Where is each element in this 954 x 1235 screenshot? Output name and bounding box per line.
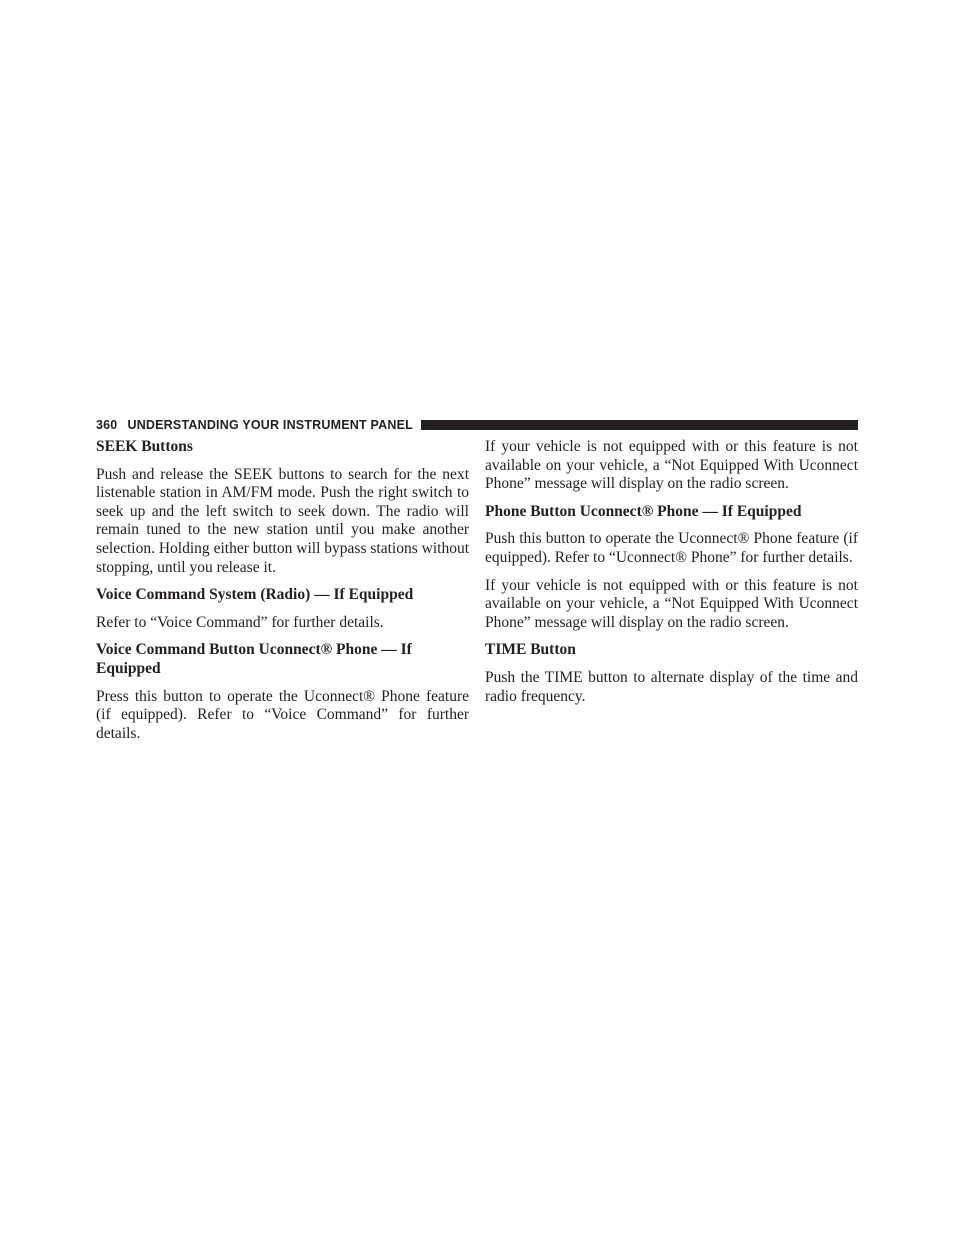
not-equipped-paragraph: If your vehicle is not equipped with or this feature is not available on your vehicle, a “Not Equipped With Uconnect Phone” message will display on the radio screen. bbox=[485, 438, 858, 493]
page-header bbox=[96, 417, 858, 433]
phone-button-text: Push this button to operate the Uconnect® Phone feature (if equipped). Refer to “Uconnect® Phone” for further details. bbox=[485, 530, 858, 566]
time-button-heading: TIME Button bbox=[485, 641, 576, 659]
voice-command-system-heading: Voice Command System (Radio) — If Equipped bbox=[96, 586, 414, 604]
right-column bbox=[485, 438, 858, 715]
left-column bbox=[96, 438, 469, 752]
voice-command-system-text: Refer to “Voice Command” for further details. bbox=[96, 613, 384, 631]
phone-button-heading: Phone Button Uconnect® Phone — If Equipped bbox=[485, 502, 802, 520]
header-rule bbox=[421, 420, 858, 430]
seek-buttons-heading: SEEK Buttons bbox=[96, 438, 193, 455]
section-title: UNDERSTANDING YOUR INSTRUMENT PANEL bbox=[127, 418, 413, 432]
voice-command-button-text: Press this button to operate the Uconnect® Phone feature (if equipped). Refer to “Voice Command” for further details. bbox=[96, 687, 469, 742]
voice-command-button-heading: Voice Command Button Uconnect® Phone — If Equipped bbox=[96, 641, 412, 677]
seek-buttons-text: Push and release the SEEK buttons to search for the next listenable station in AM/FM mode. Push the right switch to seek up and the left switch to seek down. The radio will remain tuned to the new station until you make another selection. Holding either button will bypass stations without stopping, until you release it. bbox=[96, 465, 469, 576]
time-button-text: Push the TIME button to alternate display of the time and radio frequency. bbox=[485, 668, 858, 705]
page-number: 360 bbox=[96, 418, 118, 432]
not-equipped-paragraph: If your vehicle is not equipped with or this feature is not available on your vehicle, a “Not Equipped With Uconnect Phone” message will display on the radio screen. bbox=[485, 576, 858, 631]
